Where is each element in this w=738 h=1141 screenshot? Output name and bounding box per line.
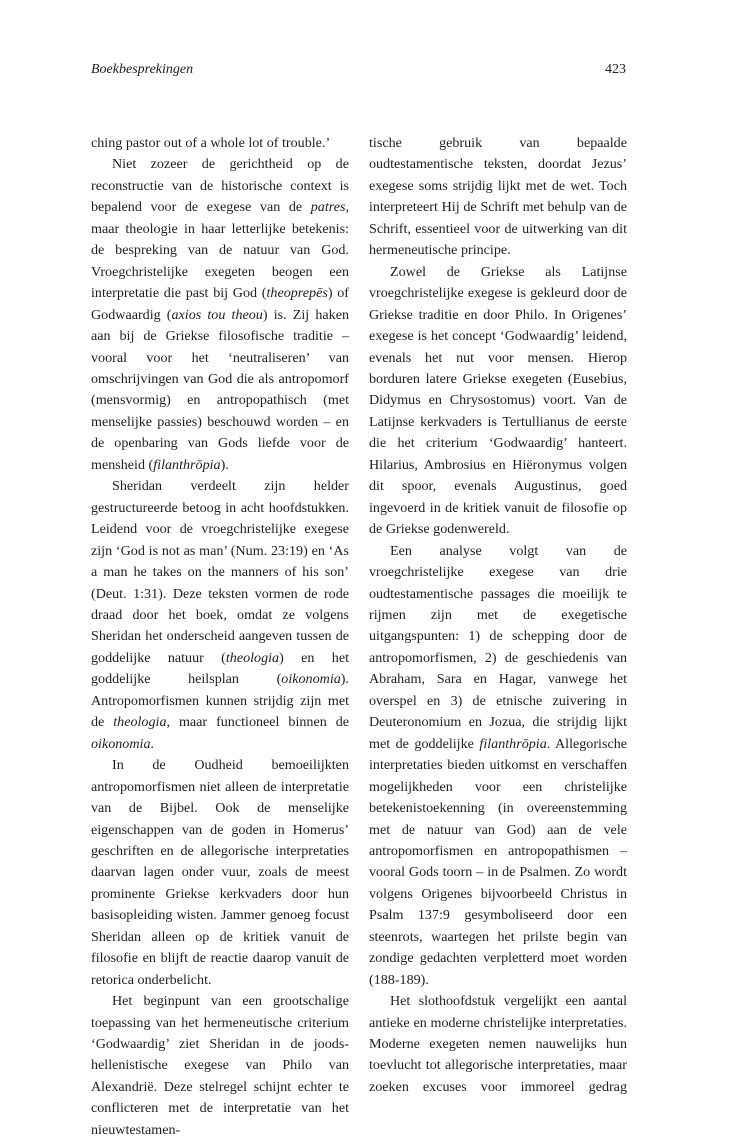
paragraph: In de Oudheid bemoeilijkten antropomorfismen niet alleen de interpretatie van de Bijbel. Ook de menselijke eigenschappen van de goden in Homerus’ geschriften en de allegorische interpretaties daarvan lagen onder vuur, zoals de meest prominente Griekse kerkvaders door hun basisopleiding wisten. Jammer genoeg focust Sheridan alleen op de kritiek vanuit de filosofie en blijft de reactie daarop vanuit de retorica onderbelicht. — [91, 757, 349, 988]
paragraph: Het slothoofdstuk vergelijkt een aantal antieke en moderne christelijke interpretaties. Moderne exegeten nemen nauwelijks hun toevlucht tot allegorische interpretaties, maar zoeken excuses voor immoreel gedrag — [369, 993, 627, 1095]
paragraph: Het beginpunt van een grootschalige toepassing van het hermeneutische criterium ‘Godwaardig’ ziet Sheridan in de joods-hellenistische exegese van Philo van Alexandrië. Deze stelregel schijnt echter te conflicteren met de interpretatie van het nieuwtestamen- — [91, 993, 349, 1138]
paragraph: Sheridan verdeelt zijn helder gestructureerde betoog in acht hoofdstukken. Leidend voor de vroegchristelijke exegese zijn ‘God is not as man’ (Num. 23:19) en ‘As a man he takes on the manners of his son’ (Deut. 1:31). Deze teksten vormen de rode draad door het boek, omdat ze volgens Sheridan het onderscheid aangeven tussen de goddelijke natuur (theologia) en het goddelijke heilsplan (oikonomia). Antropomorfismen kunnen strijdig zijn met de theologia, maar functioneel binnen de oikonomia. — [91, 478, 350, 752]
paragraph: Zowel de Griekse als Latijnse vroegchristelijke exegese is gekleurd door de Griekse traditie en door Philo. In Origenes’ exegese is het concept ‘Godwaardig’ leidend, evenals het nut voor mensen. Hierop borduren latere Griekse exegeten (Eusebius, Didymus en Chrysostomus) voort. Van de Latijnse kerkvaders is Tertullianus de eerste die het criterium ‘Godwaardig’ hanteert. Hilarius, Ambrosius en Hiëronymus volgen dit spoor, evenals Augustinus, goed ingevoerd in de kritiek vanuit de filosofie op de Griekse godenwereld. — [369, 263, 627, 538]
paragraph: ching pastor out of a whole lot of trouble.’ — [91, 135, 331, 151]
paragraph: tische gebruik van bepaalde oudtestamentische teksten, doordat Jezus’ exegese soms strijdig lijkt met de wet. Toch interpreteert Hij de Schrift met behulp van de Schrift, essentieel voor de uitwerking van dit hermeneutische principe. — [369, 135, 627, 259]
running-header — [91, 62, 626, 84]
page-number: 423 — [605, 62, 626, 77]
left-column — [91, 133, 349, 1141]
right-column — [369, 133, 627, 1098]
section-title: Boekbesprekingen — [91, 62, 194, 77]
paragraph: Niet zozeer de gerichtheid op de reconstructie van de historische context is bepalend voor de exegese van de patres, maar theologie in haar letterlijke betekenis: de bespreking van de natuur van God. Vroegchristelijke exegeten beogen een interpretatie die past bij God (theoprepēs) of Godwaardig (axios tou theou) is. Zij haken aan bij de Griekse filosofische traditie – vooral voor het ‘neutraliseren’ van omschrijvingen van God die als antropomorf (mensvormig) en antropopathisch (met menselijke passies) beschouwd worden – en de openbaring van Gods liefde voor de mensheid (filanthrōpia). — [91, 156, 349, 473]
paragraph: Een analyse volgt van de vroegchristelijke exegese van drie oudtestamentische passages die moeilijk te rijmen zijn met de exegetische uitgangspunten: 1) de schepping door de antropomorfismen, 2) de geschiedenis van Abraham, Sara en Hagar, vanwege het overspel en 3) de etnische zuivering in Deuteronomium en Jozua, die strijdig lijkt met de goddelijke filanthrōpia. Allegorische interpretaties bieden uitkomst en verschaffen mogelijkheden voor een christelijke betekenistoekenning (in overeenstemming met de natuur van God) aan de vele antropomorfismen en antropopathismen – vooral Gods toorn – in de Psalmen. Zo wordt volgens Origenes bijvoorbeeld Christus in Psalm 137:9 gesymboliseerd door een steenrots, waartegen het prilste begin van zondige gedachten verpletterd moet worden (188-189). — [369, 542, 628, 988]
